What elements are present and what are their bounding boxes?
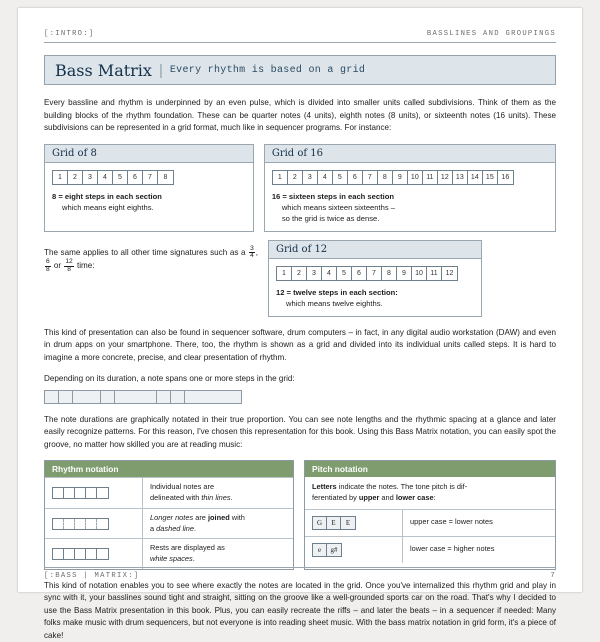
time-signature-text: The same applies to all other time signatures such as a $\frac{3}{4}$ , $\frac{6}{8}$ or $\frac{12}{8}$ time: [44, 244, 259, 273]
duration-step [185, 391, 241, 403]
time-signature-numerator: 6 [46, 258, 50, 266]
minicell [86, 549, 97, 559]
grid-cell: 7 [143, 171, 158, 184]
grid-of-8-caption-rest: which means eight eighths. [62, 202, 154, 212]
note-cell: G [313, 517, 327, 529]
running-head-left: [:INTRO:] [44, 30, 95, 38]
grid-cell: 5 [333, 171, 348, 184]
grid-cell: 2 [292, 267, 307, 280]
grid-cell: 3 [307, 267, 322, 280]
grid-of-12-cells [276, 266, 458, 281]
page-title: Bass Matrix [55, 60, 152, 80]
grid-of-12-body [269, 259, 481, 316]
table-row [305, 536, 555, 563]
duration-step [59, 391, 73, 403]
duration-step [171, 391, 185, 403]
grid-cell: 15 [483, 171, 498, 184]
footer-left: [:BASS | MATRIX:] [44, 572, 140, 580]
time-signature-denominator: 8 [46, 265, 50, 273]
note-cell: E [327, 517, 341, 529]
chapter-title-bar [44, 55, 556, 85]
time-signature-numerator: 3 [250, 244, 254, 252]
rhythm-text-longer: Longer notes are joined with a dashed line. [150, 512, 245, 533]
rhythm-notation-header: Rhythm notation [45, 461, 293, 477]
notation-tables [44, 460, 556, 569]
grid-cell: 10 [412, 267, 427, 280]
grid-cell: 3 [303, 171, 318, 184]
grid-cell: 5 [337, 267, 352, 280]
minicell [97, 488, 108, 498]
rhythm-sample-individual [45, 478, 143, 507]
note-cell: g# [330, 545, 338, 554]
time-signature-12-8 [64, 259, 73, 273]
minicell [97, 549, 108, 559]
closing-paragraph: This kind of notation enables you to see where exactly the notes are located in the grid. Once you've internalized this rhythm grid and play in sync with it, your basslines sound tight and straight, sitting on the groove like a well-grounded sports car on the road. That's why I decided to use the Bass Matrix presentation in this book. Plus, you can easily recreate the riffs – and later the beats – in a sequencer if needed: Many folks make music with drum sequencers, but not everyone is into reading sheet music. With the bass matrix notation in grid form, it's a piece of cake! [44, 580, 556, 640]
minicell [86, 519, 97, 529]
grid-of-12-caption-bold: 12 = twelve steps in each section: [276, 287, 398, 297]
pitch-sample-upper [305, 510, 403, 536]
grid-cell: 6 [348, 171, 363, 184]
minicell [97, 519, 108, 529]
grid-of-12-header: Grid of 12 [269, 241, 481, 259]
duration-step [157, 391, 171, 403]
minicell [75, 549, 86, 559]
duration-step [101, 391, 115, 403]
grid-cell: 7 [363, 171, 378, 184]
grid-of-8-box [44, 144, 254, 232]
pitch-notation-header: Pitch notation [305, 461, 555, 477]
grid-cell: 8 [382, 267, 397, 280]
page-subtitle: Every rhythm is based on a grid [169, 64, 366, 76]
grid-cell: 16 [501, 173, 510, 181]
time-signature-lead: The same applies to all other time signatures such as a [44, 247, 246, 257]
minicell [75, 519, 86, 529]
minicells [52, 487, 109, 499]
grid-cell: 1 [273, 171, 288, 184]
rhythm-text-rests: Rests are displayed as white spaces. [150, 543, 225, 563]
time-signature-tail: time: [76, 261, 95, 271]
grid-cell: 4 [98, 171, 113, 184]
grid-cell: 3 [83, 171, 98, 184]
pitch-label-lower: lower case = higher notes [410, 544, 495, 554]
table-row [305, 509, 555, 536]
grid-of-8-caption-bold: 8 = eight steps in each section [52, 191, 162, 201]
minicell [53, 488, 64, 498]
table-row [45, 477, 293, 507]
pitch-sample-lower [305, 537, 403, 563]
table-row [45, 538, 293, 568]
grid-cell: 13 [453, 171, 468, 184]
time-signature-denominator: 4 [250, 251, 254, 259]
minicell [53, 519, 64, 529]
table-row [45, 508, 293, 538]
grid-cell: 7 [367, 267, 382, 280]
minicell [75, 488, 86, 498]
grid-of-12-caption-rest: which means twelve eighths. [286, 298, 383, 308]
grid-of-8-cells [52, 170, 174, 185]
time-signature-6-8 [45, 259, 51, 273]
grid-cell: 2 [288, 171, 303, 184]
grid-cell: 2 [68, 171, 83, 184]
title-separator: | [158, 61, 163, 79]
time-signature-3-4 [249, 246, 255, 260]
grid-cell: 1 [53, 171, 68, 184]
notebox-lower [312, 543, 342, 557]
grid-cell: 6 [352, 267, 367, 280]
pitch-notation-lead: Letters indicate the notes. The tone pitch is dif- ferentiated by upper and lower case: [312, 482, 468, 503]
duration-step [73, 391, 101, 403]
duration-step [115, 391, 157, 403]
grid-of-16-header: Grid of 16 [265, 145, 555, 163]
page [18, 8, 582, 640]
grid-cell: 1 [277, 267, 292, 280]
minicell [64, 549, 75, 559]
grid-cell: 12 [438, 171, 453, 184]
grid-of-16-box [264, 144, 556, 232]
grid-cell: 8 [163, 173, 168, 181]
rhythm-sample-rests [45, 539, 143, 568]
grid-cell: 11 [423, 171, 438, 184]
minicell [53, 549, 64, 559]
grid-of-16-caption [272, 191, 548, 224]
grid-of-12-box [268, 240, 482, 317]
note-cell: e [313, 544, 327, 556]
minicells-dashed [52, 518, 109, 530]
rhythm-notation-table [44, 460, 294, 569]
grid-of-16-caption-rest: which means sixteen sixteenths – [281, 202, 395, 212]
grid-cell: 9 [393, 171, 408, 184]
minicell [86, 488, 97, 498]
proportion-paragraph: The note durations are graphically notated in their true proportion. You can see note lengths and the rhythmic spacing at a glance and later easily recognize patterns. For this reason, I've chosen this representation for this book. Using this Bass Matrix notation, you can easily spot the groove, no matter how skilled you are at reading music: [44, 414, 556, 449]
duration-lead-paragraph: Depending on its duration, a note spans one or more steps in the grid: [44, 374, 295, 384]
pitch-label-upper: upper case = lower notes [410, 517, 493, 527]
grid-of-16-caption-bold: 16 = sixteen steps in each section [271, 191, 395, 201]
grid-cell: 5 [113, 171, 128, 184]
running-head [44, 30, 556, 43]
notebox-upper [312, 516, 356, 530]
grid-cell: 8 [378, 171, 393, 184]
note-duration-strip [44, 390, 242, 404]
grid-cell: 14 [468, 171, 483, 184]
grid-cell: 4 [318, 171, 333, 184]
grid-cell: 6 [128, 171, 143, 184]
minicell [64, 488, 75, 498]
pitch-notation-table [304, 460, 556, 569]
page-number: 7 [550, 572, 556, 580]
intro-paragraph: Every bassline and rhythm is underpinned by an even pulse, which is divided into smaller units called subdivisions. Think of them as the building blocks of the rhythm foundation. These can be quarter notes (4 units), eighth notes (8 units), or sixteenth notes (16 units). These subdivisions can be represented in a grid format, much like in sequencer programs. For instance: [44, 98, 556, 133]
grid-cell: 12 [445, 269, 454, 277]
grid-of-16-caption-rest2: so the grid is twice as dense. [281, 213, 380, 223]
duration-step [45, 391, 59, 403]
rhythm-text-individual: Individual notes are delineated with thin lines. [150, 482, 233, 503]
presentation-paragraph: This kind of presentation can also be found in sequencer software, drum computers – in fact, in any digital audio workstation (DAW) and even in drum apps on your smartphone. There, too, the rhythm is shown as a grid and divided into its individual units called steps. It is hard to imagine a more concrete, precise, and clear presentation of rhythm. [44, 327, 556, 362]
grid-of-16-cells [272, 170, 514, 185]
grid-of-8-caption [52, 191, 246, 213]
grid-cell: 11 [427, 267, 442, 280]
time-signature-numerator: 12 [65, 258, 73, 266]
minicell [64, 519, 75, 529]
grid-cell: 4 [322, 267, 337, 280]
grid-of-8-header: Grid of 8 [45, 145, 253, 163]
grid-of-12-caption [276, 287, 474, 309]
grid-of-16-body [265, 163, 555, 231]
time-signature-row [44, 240, 556, 317]
time-signature-denominator: 8 [67, 265, 71, 273]
grid-examples-row [44, 144, 556, 232]
grid-cell: 10 [408, 171, 423, 184]
minicells-rest [52, 548, 109, 560]
page-footer [44, 567, 556, 580]
grid-of-8-body [45, 163, 253, 220]
running-head-right: BASSLINES AND GROUPINGS [426, 30, 556, 38]
rhythm-sample-longer [45, 509, 143, 538]
grid-cell: 9 [397, 267, 412, 280]
note-cell: E [345, 518, 351, 527]
